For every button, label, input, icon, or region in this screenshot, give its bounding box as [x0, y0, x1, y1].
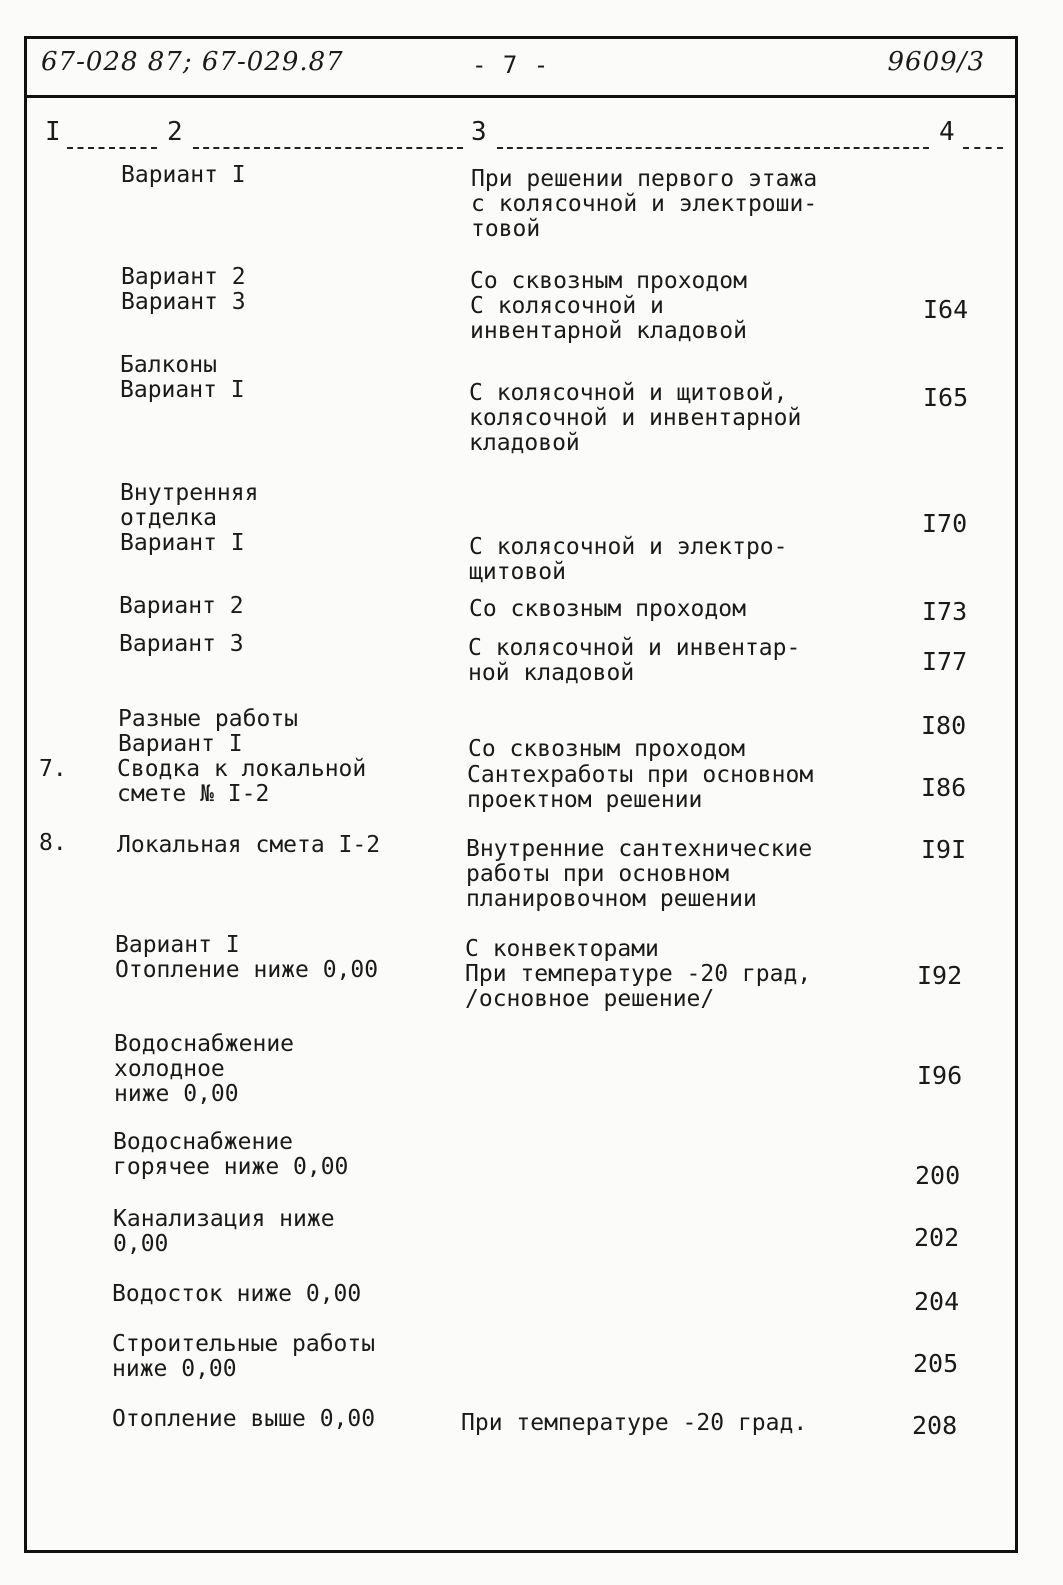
work-section: Вариант I: [121, 162, 246, 188]
work-section: Балконы Вариант I: [120, 352, 245, 403]
page-reference: 202: [914, 1223, 960, 1252]
work-section: Локальная смета I-2: [117, 832, 381, 858]
work-section: Водоснабжение холодное ниже 0,00: [114, 1031, 295, 1107]
item-number: 7.: [39, 756, 67, 782]
work-description: Со сквозным проходом: [468, 736, 745, 762]
work-description: С колясочной и электро- щитовой: [469, 534, 788, 585]
work-section: Водосток ниже 0,00: [112, 1281, 362, 1307]
work-section: Канализация ниже 0,00: [113, 1206, 335, 1257]
column-divider-dash: [67, 147, 157, 149]
work-section: Внутренняя отделка Вариант I: [120, 480, 259, 556]
column-number-1: I: [45, 117, 61, 147]
work-section: Разные работы Вариант I: [118, 706, 299, 757]
page-reference: I77: [922, 647, 968, 676]
page-reference: I86: [921, 773, 967, 802]
page-reference: I64: [923, 295, 969, 324]
work-description: Со сквозным проходом: [469, 596, 746, 622]
page-header: [27, 39, 1015, 98]
work-section: Вариант 2: [119, 593, 244, 619]
column-divider-dash: [193, 147, 463, 149]
document-codes: 67-028 87; 67-029.87: [41, 47, 344, 77]
column-number-row: [27, 117, 1015, 157]
page-reference: I65: [923, 383, 969, 412]
work-section: Сводка к локальной смете № I-2: [117, 756, 367, 807]
work-description: При температуре -20 град.: [461, 1410, 808, 1436]
column-number-4: 4: [939, 117, 955, 147]
document-page: [24, 36, 1018, 1553]
page-reference: 200: [915, 1161, 961, 1190]
document-number: 9609/3: [887, 47, 985, 77]
page-reference: 208: [912, 1411, 958, 1440]
work-description: С колясочной и инвентар- ной кладовой: [468, 635, 801, 686]
column-number-3: 3: [471, 117, 487, 147]
page-reference: I73: [922, 597, 968, 626]
work-description: Внутренние сантехнические работы при основном планировочном решении: [466, 836, 813, 912]
page-number: - 7 -: [472, 51, 550, 79]
page-reference: 204: [914, 1287, 960, 1316]
work-description: Сантехработы при основном проектном решении: [467, 762, 814, 813]
column-divider-dash: [497, 147, 929, 149]
work-section: Водоснабжение горячее ниже 0,00: [113, 1129, 349, 1180]
work-description: При решении первого этажа с колясочной и электроши- товой: [471, 166, 818, 242]
page-reference: I96: [917, 1061, 963, 1090]
page-reference: I80: [921, 711, 967, 740]
work-description: Со сквозным проходом С колясочной и инвентарной кладовой: [470, 268, 747, 344]
page-reference: I70: [922, 509, 968, 538]
work-section: Вариант I Отопление ниже 0,00: [115, 932, 379, 983]
work-section: Вариант 2 Вариант 3: [121, 264, 246, 315]
page-reference: 205: [913, 1349, 959, 1378]
work-section: Отопление выше 0,00: [112, 1406, 376, 1432]
page-reference: I9I: [921, 835, 967, 864]
page-reference: I92: [917, 961, 963, 990]
item-number: 8.: [39, 830, 67, 856]
work-description: С конвекторами При температуре -20 град, /основное решение/: [465, 936, 812, 1012]
column-number-2: 2: [167, 117, 183, 147]
work-section: Строительные работы ниже 0,00: [112, 1331, 376, 1382]
work-description: С колясочной и щитовой, колясочной и инвентарной кладовой: [469, 380, 802, 456]
column-divider-dash: [963, 147, 1003, 149]
work-section: Вариант 3: [119, 631, 244, 657]
